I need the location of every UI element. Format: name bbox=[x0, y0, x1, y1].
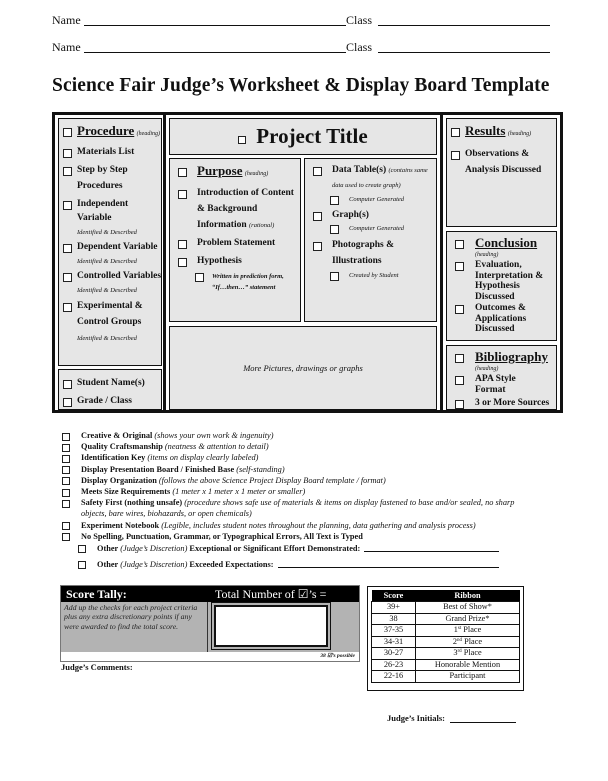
checkbox[interactable] bbox=[455, 305, 464, 314]
purpose-heading: Purpose bbox=[197, 163, 243, 178]
display-board-template bbox=[52, 112, 563, 413]
place-suffix: rd bbox=[457, 649, 462, 654]
purpose-heading-item[interactable] bbox=[178, 163, 300, 182]
table-row bbox=[372, 613, 520, 625]
checklist-item-steps[interactable] bbox=[63, 162, 161, 194]
total-checks-label: Total Number of ☑’s = bbox=[215, 587, 327, 601]
item-label: 3 or More Sources bbox=[475, 398, 550, 408]
page-title: Science Fair Judge’s Worksheet & Display Board Template bbox=[52, 75, 550, 96]
heading-note: (heading) bbox=[244, 171, 269, 177]
checkbox[interactable] bbox=[63, 167, 72, 176]
results-heading-item[interactable] bbox=[451, 123, 556, 142]
judges-initials bbox=[387, 713, 516, 723]
item-label: Dependent Variable bbox=[77, 242, 158, 252]
ribbon-table-header bbox=[372, 590, 520, 602]
criteria-item-no-errors[interactable] bbox=[62, 531, 562, 542]
criteria-item-presentation-board[interactable] bbox=[62, 464, 562, 475]
ribbon-cell: Best of Show* bbox=[416, 602, 520, 614]
data-panel bbox=[304, 158, 437, 322]
more-pictures-panel bbox=[169, 326, 437, 410]
possible-checks-note: 38 ☑’s possible bbox=[61, 652, 359, 661]
checkbox[interactable] bbox=[62, 533, 70, 541]
criteria-item-safety[interactable] bbox=[62, 497, 562, 519]
checklist-item-problem-statement[interactable] bbox=[178, 235, 300, 251]
place-word: Place bbox=[462, 636, 483, 646]
score-tally-title: Score Tally: bbox=[66, 587, 127, 601]
score-cell: 26-23 bbox=[372, 659, 416, 671]
name-row-2 bbox=[52, 39, 81, 55]
heading-note: (heading) bbox=[475, 366, 499, 372]
checklist-item-observations[interactable] bbox=[451, 146, 556, 178]
criteria-item-notebook[interactable] bbox=[62, 520, 562, 531]
checklist-item-outcomes[interactable] bbox=[455, 303, 556, 335]
checkbox[interactable] bbox=[451, 128, 460, 137]
criteria-note: (follows the above Science Project Display Board template / format) bbox=[158, 475, 386, 485]
board-divider-left bbox=[163, 115, 166, 410]
item-note: Created by Student bbox=[349, 272, 399, 279]
ribbon-column-header: Ribbon bbox=[416, 590, 520, 602]
score-cell: 39+ bbox=[372, 602, 416, 614]
class-field-1[interactable] bbox=[378, 25, 550, 26]
item-label: Evaluation, Interpretation & Hypothesis Discussed bbox=[475, 260, 544, 302]
place-suffix: st bbox=[457, 626, 462, 631]
other-exceeded-expectations[interactable] bbox=[78, 560, 499, 569]
criteria-note: (1 meter x 1 meter x 1 meter or smaller) bbox=[172, 487, 306, 497]
checkbox[interactable] bbox=[178, 168, 187, 177]
checkbox[interactable] bbox=[178, 190, 187, 199]
item-note: Identified & Described bbox=[77, 287, 137, 294]
other-description: Exceeded Expectations: bbox=[189, 560, 274, 569]
other-effort-field[interactable] bbox=[364, 551, 499, 552]
item-label: Student Name(s) bbox=[77, 378, 145, 388]
checkbox[interactable] bbox=[313, 242, 322, 251]
score-cell: 37-35 bbox=[372, 625, 416, 637]
checklist-item-materials[interactable] bbox=[63, 145, 161, 159]
table-row bbox=[372, 636, 520, 648]
purpose-panel bbox=[169, 158, 301, 322]
checkbox[interactable] bbox=[455, 400, 464, 409]
name-field-1[interactable] bbox=[84, 25, 346, 26]
total-score-input[interactable] bbox=[214, 605, 328, 647]
criteria-item-size[interactable] bbox=[62, 486, 562, 497]
item-label: Grade / Class bbox=[77, 396, 132, 406]
checklist-item-apa-style[interactable] bbox=[455, 374, 556, 395]
checkbox[interactable] bbox=[330, 225, 339, 234]
checkbox[interactable] bbox=[455, 240, 464, 249]
item-label: Data Table(s) bbox=[332, 165, 387, 175]
criteria-label: Display Organization bbox=[81, 475, 157, 485]
checkbox[interactable] bbox=[455, 376, 464, 385]
checklist-item-hypothesis[interactable] bbox=[178, 253, 300, 269]
checkbox[interactable] bbox=[238, 136, 246, 144]
table-row bbox=[372, 602, 520, 614]
judges-initials-field[interactable] bbox=[450, 722, 516, 723]
score-cell: 30-27 bbox=[372, 648, 416, 660]
criteria-item-organization[interactable] bbox=[62, 475, 562, 486]
checklist-subitem-graph-computer-generated[interactable] bbox=[330, 223, 436, 235]
checklist-item-grade-class[interactable] bbox=[63, 393, 161, 409]
checkbox[interactable] bbox=[63, 398, 72, 407]
score-cell: 38 bbox=[372, 613, 416, 625]
ribbon-cell: Participant bbox=[416, 671, 520, 683]
ribbon-cell bbox=[416, 648, 520, 660]
item-label: Controlled Variables bbox=[77, 271, 162, 281]
other-label: Other bbox=[97, 560, 119, 569]
item-note: Computer Generated bbox=[349, 225, 405, 232]
checkbox[interactable] bbox=[63, 244, 72, 253]
judges-comments-label: Judge’s Comments: bbox=[61, 662, 133, 672]
item-label: Photographs & Illustrations bbox=[332, 240, 395, 266]
other-expectations-field[interactable] bbox=[278, 567, 499, 568]
checkbox[interactable] bbox=[313, 212, 322, 221]
procedure-panel bbox=[58, 118, 162, 366]
checklist-item-sources[interactable] bbox=[455, 397, 556, 409]
criteria-label: Quality Craftsmanship bbox=[81, 442, 163, 452]
checkbox[interactable] bbox=[62, 477, 70, 485]
checklist-subitem-data-computer-generated[interactable] bbox=[330, 194, 436, 206]
criteria-note: (neatness & attention to detail) bbox=[164, 442, 269, 452]
score-cell: 22-16 bbox=[372, 671, 416, 683]
ribbon-table bbox=[371, 590, 520, 683]
checkbox[interactable] bbox=[62, 522, 70, 530]
conclusion-heading: Conclusion bbox=[475, 235, 538, 250]
checkbox[interactable] bbox=[63, 303, 72, 312]
item-label: Materials List bbox=[77, 147, 135, 157]
checklist-item-independent-variable[interactable] bbox=[63, 197, 161, 239]
checklist-item-data-tables[interactable] bbox=[313, 163, 436, 193]
item-label: Observations & Analysis Discussed bbox=[465, 149, 542, 175]
item-note: Identified & Described bbox=[77, 335, 137, 342]
item-label: Hypothesis bbox=[197, 256, 242, 266]
checkbox[interactable] bbox=[63, 273, 72, 282]
item-label: Problem Statement bbox=[197, 238, 276, 248]
item-label: Independent Variable bbox=[77, 199, 129, 223]
item-note: Identified & Described bbox=[77, 258, 137, 265]
project-title: Project Title bbox=[256, 124, 368, 148]
name-row-1 bbox=[52, 12, 81, 28]
checkbox[interactable] bbox=[63, 201, 72, 210]
item-note: Written in prediction form, “If…then…” statement bbox=[212, 273, 284, 291]
student-panel bbox=[58, 369, 162, 410]
criteria-note: (Legible, includes student notes throughout the planning, data gathering and analysis process) bbox=[161, 520, 476, 530]
table-row bbox=[372, 659, 520, 671]
place-suffix: nd bbox=[457, 637, 463, 643]
item-label: Step by Step Procedures bbox=[77, 165, 128, 191]
checkbox[interactable] bbox=[330, 272, 339, 281]
item-label: Graph(s) bbox=[332, 210, 369, 220]
checklist-item-dependent-variable[interactable] bbox=[63, 240, 161, 268]
checkbox[interactable] bbox=[455, 262, 464, 271]
project-title-panel[interactable] bbox=[169, 118, 437, 155]
checkbox[interactable] bbox=[62, 444, 70, 452]
checklist-item-graphs[interactable] bbox=[313, 208, 436, 222]
table-row bbox=[372, 648, 520, 660]
checkbox[interactable] bbox=[451, 151, 460, 160]
ribbon-cell: Grand Prize* bbox=[416, 613, 520, 625]
score-column-header: Score bbox=[372, 590, 416, 602]
checkbox[interactable] bbox=[178, 258, 187, 267]
criteria-label: Identification Key bbox=[81, 453, 146, 463]
class-label-1: Class bbox=[346, 13, 373, 27]
item-label: Experimental & Control Groups bbox=[77, 301, 143, 327]
score-tally-instructions: Add up the checks for each project criteria plus any extra discretionary points if any were awarded to find the total score. bbox=[61, 602, 208, 652]
criteria-label: Display Presentation Board / Finished Base bbox=[81, 464, 235, 474]
ribbon-cell: Honorable Mention bbox=[416, 659, 520, 671]
checkbox[interactable] bbox=[62, 433, 70, 441]
place-number: 3 bbox=[453, 648, 458, 657]
item-note: (contains same data used to create graph) bbox=[332, 167, 428, 189]
checkbox[interactable] bbox=[63, 128, 72, 137]
checklist-subitem-created-by-student[interactable] bbox=[330, 270, 436, 282]
criteria-label: Creative & Original bbox=[81, 431, 153, 440]
checkbox[interactable] bbox=[62, 466, 70, 474]
bibliography-panel bbox=[446, 345, 557, 410]
more-pictures-label: More Pictures, drawings or graphs bbox=[243, 363, 363, 373]
checkbox[interactable] bbox=[62, 500, 70, 508]
score-total-area bbox=[208, 602, 359, 652]
bibliography-heading: Bibliography bbox=[475, 349, 548, 364]
item-label: Introduction of Content & Background Information bbox=[197, 188, 294, 230]
heading-note: (heading) bbox=[475, 252, 499, 258]
checklist-item-experimental-groups[interactable] bbox=[63, 298, 161, 346]
checkbox[interactable] bbox=[313, 167, 322, 176]
checkbox[interactable] bbox=[78, 545, 86, 553]
judges-initials-label: Judge’s Initials: bbox=[387, 713, 446, 723]
checkbox[interactable] bbox=[178, 240, 187, 249]
ribbon-table-frame bbox=[367, 586, 524, 691]
judging-criteria-list bbox=[62, 430, 562, 542]
checkbox[interactable] bbox=[62, 489, 70, 497]
criteria-note: (procedure shows safe use of materials & items on display fastened to base and/or sealed, no sharp objects, bare wires, biohazards, or open chemicals) bbox=[81, 498, 515, 519]
checkbox[interactable] bbox=[63, 149, 72, 158]
item-label: APA Style Format bbox=[475, 374, 516, 395]
name-label: Name bbox=[52, 40, 81, 54]
class-field-2[interactable] bbox=[378, 52, 550, 53]
score-tally bbox=[60, 585, 360, 662]
bibliography-heading-item[interactable] bbox=[455, 349, 556, 373]
item-note: Computer Generated bbox=[349, 196, 405, 203]
results-panel bbox=[446, 118, 557, 227]
criteria-label: Meets Size Requirements bbox=[81, 487, 171, 497]
other-note: (Judge’s Discretion) bbox=[120, 544, 188, 553]
other-description: Exceptional or Significant Effort Demonstrated: bbox=[189, 544, 361, 553]
criteria-note: (shows your own work & ingenuity) bbox=[154, 431, 274, 440]
criteria-item-creative[interactable] bbox=[62, 430, 562, 441]
procedure-heading-item[interactable] bbox=[63, 123, 161, 142]
name-field-2[interactable] bbox=[84, 52, 346, 53]
heading-note: (heading) bbox=[507, 131, 532, 137]
checkbox[interactable] bbox=[78, 561, 86, 569]
table-row bbox=[372, 671, 520, 683]
conclusion-panel bbox=[446, 231, 557, 341]
checkbox[interactable] bbox=[63, 380, 72, 389]
checklist-item-introduction[interactable] bbox=[178, 185, 300, 233]
procedure-heading: Procedure bbox=[77, 123, 135, 138]
other-label: Other bbox=[97, 544, 119, 553]
ribbon-cell bbox=[416, 625, 520, 637]
criteria-label: No Spelling, Punctuation, Grammar, or Typographical Errors, All Text is Typed bbox=[81, 531, 363, 541]
results-heading: Results bbox=[465, 123, 506, 138]
checkbox[interactable] bbox=[62, 455, 70, 463]
item-note: Identified & Described bbox=[77, 229, 137, 236]
name-label: Name bbox=[52, 13, 81, 27]
score-cell: 34-31 bbox=[372, 636, 416, 648]
other-exceptional-effort[interactable] bbox=[78, 544, 499, 553]
table-row bbox=[372, 625, 520, 637]
score-tally-header bbox=[61, 586, 359, 602]
criteria-note: (self-standing) bbox=[236, 464, 285, 474]
checkbox[interactable] bbox=[455, 354, 464, 363]
place-word: Place bbox=[461, 625, 482, 634]
heading-note: (heading) bbox=[136, 131, 160, 137]
place-number: 2 bbox=[452, 636, 458, 646]
board-divider-right bbox=[440, 115, 443, 410]
criteria-item-identification-key[interactable] bbox=[62, 452, 562, 463]
checklist-item-controlled-variables[interactable] bbox=[63, 269, 161, 297]
criteria-note: (items on display clearly labeled) bbox=[147, 453, 259, 463]
other-note: (Judge’s Discretion) bbox=[120, 560, 188, 569]
checkbox[interactable] bbox=[195, 273, 204, 282]
criteria-item-craftsmanship[interactable] bbox=[62, 441, 562, 452]
judges-comments-area[interactable] bbox=[61, 676, 351, 736]
checkbox[interactable] bbox=[330, 196, 339, 205]
ribbon-cell bbox=[416, 636, 520, 648]
checklist-item-photographs[interactable] bbox=[313, 237, 436, 269]
checklist-subitem-prediction-form[interactable] bbox=[195, 271, 300, 293]
item-label: Outcomes & Applications Discussed bbox=[475, 303, 527, 334]
checklist-item-evaluation[interactable] bbox=[455, 260, 556, 302]
checklist-item-student-names[interactable] bbox=[63, 375, 161, 391]
criteria-label: Experiment Notebook bbox=[81, 520, 160, 530]
item-note: (rational) bbox=[249, 222, 275, 229]
criteria-label: Safety First (nothing unsafe) bbox=[81, 498, 183, 508]
class-label-2: Class bbox=[346, 40, 373, 54]
conclusion-heading-item[interactable] bbox=[455, 235, 556, 259]
place-number: 1 bbox=[453, 625, 458, 634]
place-word: Place bbox=[461, 648, 482, 657]
